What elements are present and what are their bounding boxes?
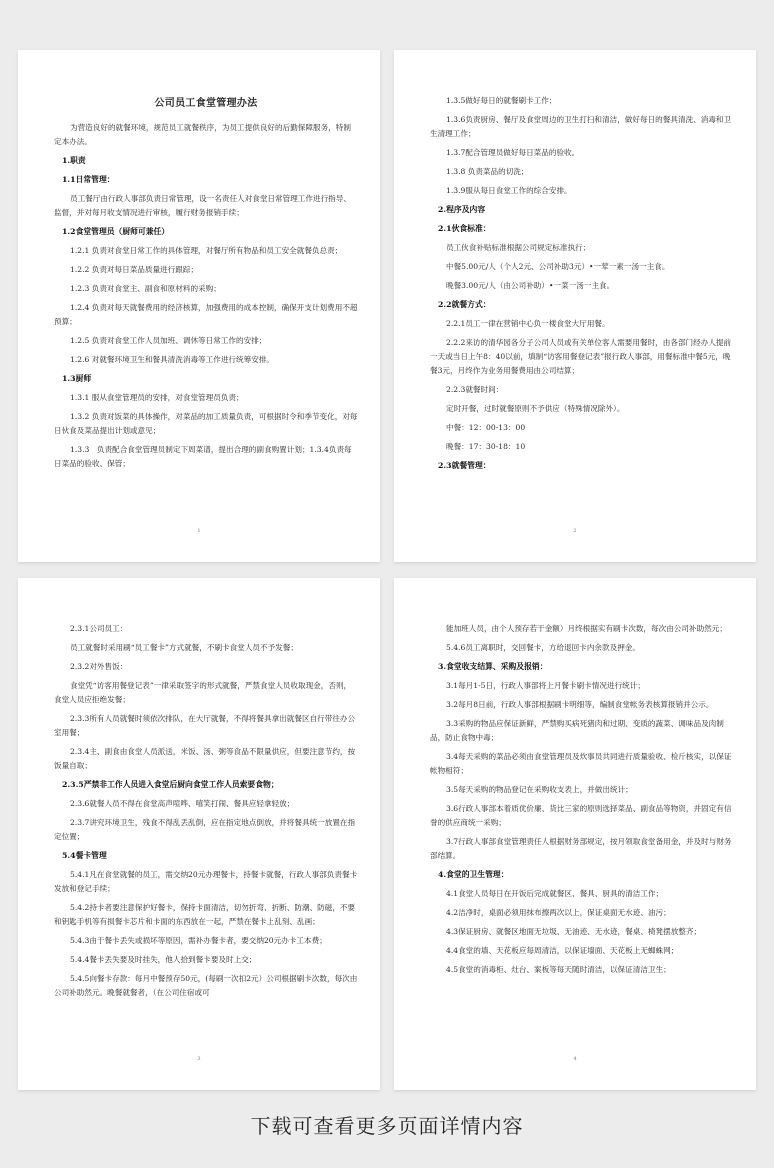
paragraph: 1.3.9服从每日食堂工作的综合安排。 <box>446 186 572 195</box>
document-page-1 <box>18 50 380 562</box>
paragraph: 2.2.3就餐时间： <box>446 385 504 394</box>
section-heading: 1.3厨师 <box>62 374 92 383</box>
page-number: 1 <box>197 528 201 534</box>
paragraph: 1.2.4 负责对每天就餐费用的经济核算，加强费用的成本控制，确保开支计划费用不超预算； <box>54 303 358 326</box>
page-content <box>430 622 734 977</box>
page-number: 2 <box>573 528 577 534</box>
page-content <box>54 622 358 1000</box>
document-page-4 <box>394 578 756 1090</box>
paragraph: 员工就餐时采用刷“员工餐卡”方式就餐，不刷卡食堂人员不予发餐； <box>70 643 298 652</box>
paragraph: 5.4.5向餐卡存款：每月中餐预存50元，(每刷一次扣2元）公司根据刷卡次数，每次由公司补助然元。晚餐就餐者，（在公司住宿或可 <box>54 974 358 997</box>
paragraph: 3.1每月1-5日，行政人事部将上月餐卡刷卡情况进行统计； <box>446 681 645 690</box>
paragraph: 3.4每天采购的菜品必须由食堂管理员及炊事员共同进行质量验收、检斤核实，以保证帐物相符； <box>430 752 732 775</box>
paragraph: 4.2洁净时，桌面必须用抹布擦两次以上，保证桌面无水迹、油污； <box>446 908 671 917</box>
paragraph: 4.3保证厨房、就餐区地面无垃圾、无油迹、无水迹，餐桌、椅凳摆放整齐； <box>446 927 702 936</box>
paragraph: 4.5食堂的消毒柜、灶台、案板等每天随时清洁，以保证清洁卫生； <box>446 965 671 974</box>
paragraph: 3.2每月8日前，行政人事部根据刷卡明细等，编制食堂帐务表核算报销并公示。 <box>446 700 714 709</box>
paragraph: 2.3.2对外售饭： <box>70 662 128 671</box>
paragraph: 5.4.3由于餐卡丢失或损坏等原因，需补办餐卡者，要交纳20元办卡工本费； <box>70 936 327 945</box>
paragraph: 3.5每天采购的物品登记在采购收支表上，并做出统计； <box>446 785 633 794</box>
section-heading: 2.1伙食标准： <box>438 224 491 233</box>
paragraph: 1.3.2 负责对饭菜的具体操作，对菜品的加工质量负责，可根据时令和季节变化，对每日伙食及菜品提出计划或意见； <box>54 412 358 435</box>
paragraph: 晚餐：17：30-18：10 <box>446 442 526 451</box>
paragraph: 1.2.5 负责对食堂工作人员加班、调休等日常工作的安排； <box>70 336 267 345</box>
paragraph: 中餐：12：00-13：00 <box>446 423 526 432</box>
paragraph: 5.4.6员工离职时，交回餐卡，方给退回卡内余款及押金。 <box>446 643 640 652</box>
section-heading: 2.2就餐方式： <box>438 300 491 309</box>
document-page-2 <box>394 50 756 562</box>
paragraph: 1.3.3 负责配合食堂管理员制定下周菜谱，提出合理的副食购置计划；1.3.4负责每日菜品的验收、保管； <box>54 445 352 468</box>
section-heading: 2.3就餐管理： <box>438 461 491 470</box>
section-heading: 4.食堂的卫生管理： <box>438 870 509 879</box>
paragraph: 4.4食堂的墙、天花板应每周清洁，以保证墙面、天花板上无蜘蛛网； <box>446 946 679 955</box>
paragraph: 员工餐厅由行政人事部负责日常管理，设一名责任人对食堂日常管理工作进行指导、监督，并对每月收支情况进行审核，履行财务报销手续； <box>54 194 351 217</box>
section-heading: 1.职责 <box>62 156 86 165</box>
paragraph: 食堂凭“访客用餐登记表”一律采取签字的形式就餐，严禁食堂人员收取现金，否则，食堂人员应拒绝发餐； <box>54 681 352 704</box>
paragraph: 2.3.7讲究环境卫生，残食不得乱丢乱倒，应在指定地点倒放，并将餐具统一放置在指定位置； <box>54 818 356 841</box>
paragraph: 1.2.2 负责对每日菜品质量进行跟踪； <box>70 265 199 274</box>
paragraph: 中餐5.00元/人（个人2元、公司补助3元）•一荤一素一汤一主食。 <box>446 262 670 271</box>
paragraph: 5.4.1凡在食堂就餐的员工，需交纳20元办理餐卡，持餐卡就餐，行政人事部负责餐卡发放和登记手续； <box>54 870 358 893</box>
section-heading: 3.食堂收支结算、采购及报销： <box>438 662 548 671</box>
paragraph: 3.7行政人事部食堂管理责任人根据财务部规定，按月领取食堂备用金，并及时与财务部结算。 <box>430 837 732 860</box>
paragraph: 5.4.4餐卡丢失要及时挂失，他人拾到餐卡要及时上交； <box>70 955 257 964</box>
paragraph: 晚餐3.00元/人（由公司补助）•一菜一汤一主食。 <box>446 281 615 290</box>
page-content <box>430 94 734 473</box>
paragraph: 2.3.3所有人员就餐时须依次排队，在大厅就餐，不得将餐具拿出就餐区自行带往办公室用餐； <box>54 714 356 737</box>
paragraph: 员工伙食补贴标准根据公司规定标准执行； <box>446 243 591 252</box>
document-page-3 <box>18 578 380 1090</box>
paragraph: 1.3.6负责厨房、餐厅及食堂周边的卫生打扫和清洁，做好每日的餐具清洗、消毒和卫生清理工作； <box>430 115 732 138</box>
paragraph: 能加班人员，由个人预存若干金额）月终根据实有刷卡次数，每次由公司补助然元； <box>446 624 727 633</box>
paragraph: 1.2.3 负责对食堂主、副食和原材料的采购； <box>70 284 221 293</box>
section-heading: 2.程序及内容 <box>438 205 486 214</box>
download-more-link[interactable]: 下载可查看更多页面详情内容 <box>250 1114 524 1138</box>
paragraph: 1.2.6 对就餐环境卫生和餐具清洗消毒等工作进行统筹安排。 <box>70 355 274 364</box>
paragraph: 2.3.6就餐人员不得在食堂高声喧哗、嘻笑打闹、餐具应轻拿轻放； <box>70 799 295 808</box>
paragraph: 3.6行政人事部本着质优价廉、货比三家的原则选择菜品、副食品等物资，并固定有信誉的供应商统一采购； <box>430 804 732 827</box>
paragraph: 3.3采购的物品应保证新鲜，严禁购买病死猪肉和过期、变质的蔬菜、调味品及肉制品，防止食物中毒； <box>430 719 724 742</box>
section-heading: 1.2食堂管理员（厨师可兼任） <box>62 227 170 236</box>
paragraph: 2.2.2来访的清华园各分子公司人员或有关单位客人需要用餐时，由各部门经办人提前一天或当日上午8：40以前，填制“访客用餐登记表”报行政人事部，用餐标准中餐5元，晚餐3元，月终作为业务用餐费用由公司结算； <box>430 338 732 375</box>
paragraph: 定时开餐，过时就餐原则不予供应（特殊情况除外）。 <box>446 404 625 413</box>
paragraph: 2.3.1公司员工： <box>70 624 128 633</box>
paragraph: 1.3.5做好每日的就餐刷卡工作； <box>446 96 557 105</box>
paragraph: 4.1食堂人员每日在开饭后完成就餐区、餐具、厨具的清洁工作； <box>446 889 664 898</box>
paragraph: 1.3.1 服从食堂管理员的安排，对食堂管理员负责； <box>70 393 244 402</box>
section-heading: 2.3.5严禁非工作人员进入食堂后厨向食堂工作人员索要食物； <box>62 780 279 789</box>
page-number: 4 <box>573 1056 577 1062</box>
paragraph: 2.2.1员工一律在营销中心负一楼食堂大厅用餐。 <box>446 319 610 328</box>
paragraph: 1.3.8 负责菜品的切洗； <box>446 167 529 176</box>
paragraph: 为营造良好的就餐环境，规范员工就餐秩序，为员工提供良好的后勤保障服务，特制定本办法。 <box>54 123 351 146</box>
paragraph: 1.3.7配合管理员做好每日菜品的验收。 <box>446 148 580 157</box>
page-number: 3 <box>197 1056 201 1062</box>
paragraph: 1.2.1 负责对食堂日常工作的具体管理，对餐厅所有物品和员工安全就餐负总责； <box>70 246 343 255</box>
section-heading: 5.4餐卡管理 <box>62 851 107 860</box>
page-content <box>54 121 358 471</box>
document-title: 公司员工食堂管理办法 <box>154 98 258 109</box>
section-heading: 1.1日常管理： <box>62 175 115 184</box>
paragraph: 2.3.4主、副食由食堂人员派送，米饭、汤、粥等食品不限量供应，但要注意节约，按饭量自取； <box>54 747 356 770</box>
paragraph: 5.4.2持卡者要注意保护好餐卡，保持卡面清洁，切勿折弯、折断、防潮、防磁，不要和钥匙手机等有损餐卡芯片和卡面的东西放在一起，严禁在餐卡上乱刻、乱画； <box>54 903 356 926</box>
